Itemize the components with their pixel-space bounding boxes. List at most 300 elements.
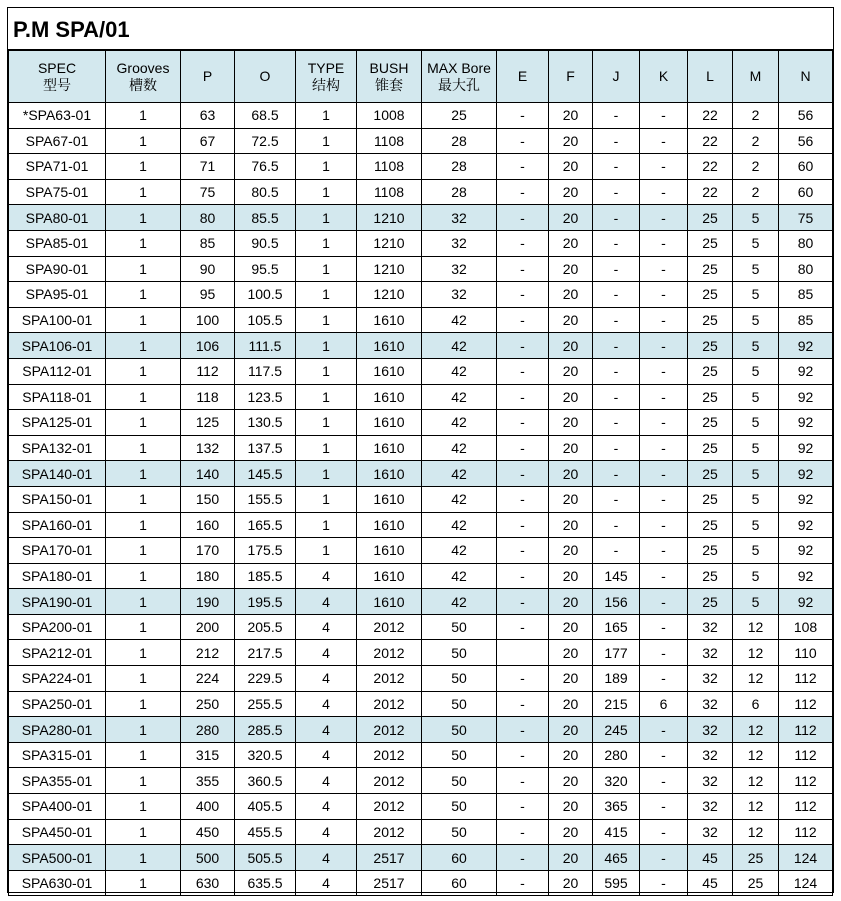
spec-cell: SPA212-01: [9, 640, 106, 666]
table-cell: -: [640, 768, 688, 794]
table-cell: 42: [422, 563, 497, 589]
table-cell: 22: [688, 103, 733, 129]
table-cell: 1: [296, 179, 357, 205]
spec-cell: SPA224-01: [9, 666, 106, 692]
spec-cell: SPA90-01: [9, 256, 106, 282]
table-cell: 1610: [357, 358, 422, 384]
table-cell: 110: [779, 640, 833, 666]
table-cell: 1108: [357, 128, 422, 154]
table-cell: 20: [549, 717, 593, 743]
table-cell: 42: [422, 461, 497, 487]
table-cell: 42: [422, 410, 497, 436]
table-cell: 95.5: [235, 256, 296, 282]
table-cell: 229.5: [235, 666, 296, 692]
table-cell: 1: [106, 538, 181, 564]
table-cell: -: [497, 666, 549, 692]
table-cell: 22: [688, 128, 733, 154]
table-cell: [497, 640, 549, 666]
table-cell: -: [593, 435, 640, 461]
table-cell: 60: [779, 179, 833, 205]
table-cell: 60: [422, 845, 497, 871]
table-cell: 32: [688, 691, 733, 717]
table-cell: 5: [733, 205, 779, 231]
table-cell: 2012: [357, 717, 422, 743]
table-cell: 1: [106, 845, 181, 871]
column-header-label: N: [800, 68, 811, 84]
table-cell: -: [593, 538, 640, 564]
table-cell: 32: [422, 256, 497, 282]
table-cell: 5: [733, 307, 779, 333]
table-cell: -: [640, 666, 688, 692]
table-cell: -: [497, 154, 549, 180]
table-cell: -: [593, 461, 640, 487]
table-row: [9, 640, 833, 666]
table-cell: 190: [181, 589, 235, 615]
table-cell: 5: [733, 538, 779, 564]
table-cell: 12: [733, 768, 779, 794]
spec-cell: SPA85-01: [9, 230, 106, 256]
table-cell: 1: [106, 819, 181, 845]
table-cell: 92: [779, 333, 833, 359]
table-row: [9, 512, 833, 538]
table-cell: 25: [422, 103, 497, 129]
table-cell: 95: [181, 282, 235, 308]
table-cell: 1: [296, 230, 357, 256]
table-cell: 12: [733, 819, 779, 845]
table-cell: 118: [181, 384, 235, 410]
table-cell: 2012: [357, 640, 422, 666]
table-cell: 2012: [357, 614, 422, 640]
table-cell: 137.5: [235, 435, 296, 461]
table-cell: -: [593, 384, 640, 410]
table-cell: 360.5: [235, 768, 296, 794]
table-row: [9, 666, 833, 692]
table-cell: 1: [106, 103, 181, 129]
table-cell: -: [593, 307, 640, 333]
table-cell: 28: [422, 179, 497, 205]
table-cell: -: [640, 589, 688, 615]
table-cell: 165: [593, 614, 640, 640]
table-cell: -: [640, 307, 688, 333]
table-cell: 12: [733, 614, 779, 640]
column-header-label: MAX Bore: [427, 59, 491, 76]
table-cell: 32: [688, 640, 733, 666]
table-cell: 1610: [357, 461, 422, 487]
spec-cell: SPA450-01: [9, 819, 106, 845]
table-cell: -: [497, 282, 549, 308]
column-header-label: E: [517, 68, 528, 84]
table-cell: 5: [733, 563, 779, 589]
table-cell: 4: [296, 768, 357, 794]
table-cell: -: [640, 640, 688, 666]
table-cell: 5: [733, 282, 779, 308]
table-cell: 405.5: [235, 794, 296, 820]
table-cell: 145: [593, 563, 640, 589]
table-cell: 124: [779, 845, 833, 871]
spec-cell: SPA95-01: [9, 282, 106, 308]
table-cell: 1: [296, 128, 357, 154]
table-cell: 1610: [357, 307, 422, 333]
table-cell: 80.5: [235, 179, 296, 205]
table-cell: 5: [733, 512, 779, 538]
table-cell: 1: [106, 486, 181, 512]
table-cell: 156: [593, 589, 640, 615]
table-cell: -: [497, 742, 549, 768]
table-row: [9, 256, 833, 282]
spec-cell: SPA71-01: [9, 154, 106, 180]
table-cell: 1: [106, 614, 181, 640]
table-cell: 20: [549, 589, 593, 615]
table-cell: 4: [296, 794, 357, 820]
table-cell: -: [497, 717, 549, 743]
table-cell: 2012: [357, 691, 422, 717]
table-row: [9, 614, 833, 640]
table-cell: 112: [779, 742, 833, 768]
table-cell: 2517: [357, 845, 422, 871]
table-cell: 245: [593, 717, 640, 743]
table-cell: 195.5: [235, 589, 296, 615]
table-cell: 1: [106, 666, 181, 692]
table-cell: 85.5: [235, 205, 296, 231]
column-header-label: SPEC: [37, 59, 77, 76]
column-header-n: [779, 51, 833, 103]
table-cell: 5: [733, 461, 779, 487]
table-row: [9, 845, 833, 871]
table-cell: 130.5: [235, 410, 296, 436]
table-cell: 6: [733, 691, 779, 717]
table-cell: -: [640, 410, 688, 436]
table-cell: 1: [106, 307, 181, 333]
table-cell: 500: [181, 845, 235, 871]
table-cell: 20: [549, 640, 593, 666]
table-cell: 5: [733, 333, 779, 359]
table-cell: -: [497, 307, 549, 333]
table-row: [9, 103, 833, 129]
table-cell: 4: [296, 614, 357, 640]
table-row: [9, 128, 833, 154]
table-cell: 1: [106, 128, 181, 154]
table-cell: -: [497, 461, 549, 487]
spec-cell: SPA118-01: [9, 384, 106, 410]
table-cell: -: [497, 691, 549, 717]
table-cell: 5: [733, 589, 779, 615]
table-cell: 25: [688, 461, 733, 487]
table-cell: 505.5: [235, 845, 296, 871]
table-cell: 112: [779, 691, 833, 717]
table-cell: 50: [422, 691, 497, 717]
spec-cell: SPA190-01: [9, 589, 106, 615]
table-cell: 2: [733, 128, 779, 154]
table-cell: 224: [181, 666, 235, 692]
table-row: [9, 717, 833, 743]
table-cell: 320: [593, 768, 640, 794]
table-cell: 50: [422, 614, 497, 640]
table-cell: 20: [549, 358, 593, 384]
table-cell: 1: [106, 794, 181, 820]
column-header-label: K: [658, 68, 669, 84]
table-cell: 123.5: [235, 384, 296, 410]
table-cell: 12: [733, 794, 779, 820]
table-cell: 1: [296, 103, 357, 129]
table-cell: 1: [106, 691, 181, 717]
table-cell: 75: [779, 205, 833, 231]
column-header-chinese-label: 最大孔: [438, 76, 480, 93]
table-cell: 85: [779, 307, 833, 333]
table-cell: 124: [779, 870, 833, 896]
column-header-max-bore: [422, 51, 497, 103]
table-cell: 125: [181, 410, 235, 436]
table-row: [9, 870, 833, 896]
table-cell: 1: [106, 870, 181, 896]
table-cell: -: [497, 103, 549, 129]
table-cell: 2012: [357, 794, 422, 820]
table-cell: 20: [549, 794, 593, 820]
table-cell: 1: [296, 256, 357, 282]
table-cell: 112: [181, 358, 235, 384]
table-cell: 1: [296, 410, 357, 436]
table-cell: 1: [296, 435, 357, 461]
table-cell: 2: [733, 103, 779, 129]
table-cell: 112: [779, 768, 833, 794]
table-cell: 42: [422, 486, 497, 512]
table-cell: 80: [779, 230, 833, 256]
table-row: [9, 538, 833, 564]
table-cell: 12: [733, 640, 779, 666]
table-cell: 20: [549, 410, 593, 436]
table-cell: 5: [733, 230, 779, 256]
table-cell: 25: [733, 845, 779, 871]
table-cell: 315: [181, 742, 235, 768]
table-cell: 25: [688, 384, 733, 410]
table-cell: 1: [106, 333, 181, 359]
spec-cell: SPA106-01: [9, 333, 106, 359]
table-cell: -: [640, 870, 688, 896]
table-cell: 1: [106, 768, 181, 794]
table-cell: -: [593, 512, 640, 538]
table-row: [9, 384, 833, 410]
table-cell: 1: [106, 230, 181, 256]
table-cell: 160: [181, 512, 235, 538]
table-cell: 1610: [357, 538, 422, 564]
column-header-e: [497, 51, 549, 103]
table-cell: 4: [296, 742, 357, 768]
table-cell: -: [593, 128, 640, 154]
column-header-f: [549, 51, 593, 103]
table-cell: 1610: [357, 486, 422, 512]
spec-cell: SPA400-01: [9, 794, 106, 820]
table-cell: 32: [688, 666, 733, 692]
table-cell: -: [640, 794, 688, 820]
table-cell: 1: [106, 640, 181, 666]
table-row: [9, 307, 833, 333]
table-cell: 112: [779, 794, 833, 820]
table-cell: 32: [688, 717, 733, 743]
table-cell: 595: [593, 870, 640, 896]
table-cell: 1610: [357, 384, 422, 410]
table-cell: 1610: [357, 333, 422, 359]
table-cell: 20: [549, 230, 593, 256]
table-cell: 12: [733, 666, 779, 692]
table-cell: -: [640, 230, 688, 256]
table-cell: 2: [733, 179, 779, 205]
table-cell: 132: [181, 435, 235, 461]
table-cell: 4: [296, 640, 357, 666]
table-cell: -: [640, 614, 688, 640]
table-row: [9, 282, 833, 308]
column-header-j: [593, 51, 640, 103]
table-cell: 4: [296, 717, 357, 743]
table-cell: 80: [779, 256, 833, 282]
table-cell: -: [593, 358, 640, 384]
table-cell: 1: [106, 179, 181, 205]
table-cell: 60: [779, 154, 833, 180]
table-cell: 45: [688, 870, 733, 896]
table-cell: 20: [549, 512, 593, 538]
table-cell: 92: [779, 435, 833, 461]
column-header-chinese-label: 结构: [312, 76, 340, 93]
table-cell: -: [497, 333, 549, 359]
table-row: [9, 461, 833, 487]
table-cell: -: [640, 179, 688, 205]
table-cell: 20: [549, 333, 593, 359]
table-cell: 465: [593, 845, 640, 871]
spec-sheet: [7, 7, 834, 893]
table-cell: 155.5: [235, 486, 296, 512]
table-cell: 117.5: [235, 358, 296, 384]
table-cell: 20: [549, 768, 593, 794]
spec-cell: SPA100-01: [9, 307, 106, 333]
spec-cell: SPA315-01: [9, 742, 106, 768]
table-cell: 80: [181, 205, 235, 231]
table-cell: 1: [296, 307, 357, 333]
column-header-spec: [9, 51, 106, 103]
spec-cell: SPA280-01: [9, 717, 106, 743]
table-cell: 1: [106, 742, 181, 768]
table-cell: 25: [688, 230, 733, 256]
table-cell: 5: [733, 256, 779, 282]
table-cell: 1210: [357, 256, 422, 282]
table-cell: 32: [422, 230, 497, 256]
table-cell: 20: [549, 486, 593, 512]
table-cell: 32: [688, 614, 733, 640]
table-cell: 1: [296, 512, 357, 538]
table-cell: 455.5: [235, 819, 296, 845]
table-cell: 2: [733, 154, 779, 180]
table-cell: -: [497, 486, 549, 512]
table-cell: 20: [549, 103, 593, 129]
table-cell: 280: [593, 742, 640, 768]
table-cell: 1008: [357, 103, 422, 129]
table-cell: 25: [688, 512, 733, 538]
table-cell: 28: [422, 154, 497, 180]
table-cell: 212: [181, 640, 235, 666]
table-cell: 92: [779, 563, 833, 589]
table-cell: 145.5: [235, 461, 296, 487]
table-cell: 67: [181, 128, 235, 154]
table-cell: 106: [181, 333, 235, 359]
table-cell: 1: [106, 358, 181, 384]
table-cell: 45: [688, 845, 733, 871]
table-cell: -: [640, 486, 688, 512]
table-cell: 1108: [357, 179, 422, 205]
table-cell: 1: [106, 154, 181, 180]
table-cell: 92: [779, 358, 833, 384]
table-cell: -: [640, 819, 688, 845]
table-cell: 100: [181, 307, 235, 333]
table-cell: 32: [422, 282, 497, 308]
table-cell: 20: [549, 845, 593, 871]
table-cell: 1610: [357, 410, 422, 436]
table-cell: 20: [549, 819, 593, 845]
table-cell: 42: [422, 307, 497, 333]
table-cell: 5: [733, 486, 779, 512]
table-cell: -: [640, 154, 688, 180]
table-cell: 20: [549, 538, 593, 564]
table-cell: 355: [181, 768, 235, 794]
table-cell: 1210: [357, 282, 422, 308]
table-cell: 90: [181, 256, 235, 282]
spec-table: [8, 50, 833, 896]
table-cell: -: [497, 128, 549, 154]
table-cell: 635.5: [235, 870, 296, 896]
table-row: [9, 154, 833, 180]
table-cell: 20: [549, 435, 593, 461]
spec-cell: SPA140-01: [9, 461, 106, 487]
table-cell: -: [497, 589, 549, 615]
table-cell: 1610: [357, 563, 422, 589]
table-cell: 71: [181, 154, 235, 180]
table-cell: 63: [181, 103, 235, 129]
table-cell: -: [640, 205, 688, 231]
page-title: P.M SPA/01: [8, 8, 833, 50]
table-cell: 1: [106, 461, 181, 487]
table-row: [9, 742, 833, 768]
table-cell: -: [497, 230, 549, 256]
table-cell: 20: [549, 154, 593, 180]
table-cell: 400: [181, 794, 235, 820]
table-cell: 25: [733, 870, 779, 896]
table-cell: 32: [688, 794, 733, 820]
column-header-label: J: [612, 68, 620, 84]
table-row: [9, 486, 833, 512]
spec-cell: SPA80-01: [9, 205, 106, 231]
table-cell: 90.5: [235, 230, 296, 256]
table-cell: 50: [422, 666, 497, 692]
column-header-type: [296, 51, 357, 103]
table-cell: 22: [688, 179, 733, 205]
table-cell: 1: [296, 486, 357, 512]
table-cell: -: [497, 768, 549, 794]
table-cell: -: [497, 614, 549, 640]
table-row: [9, 358, 833, 384]
table-cell: 75: [181, 179, 235, 205]
table-cell: 42: [422, 384, 497, 410]
table-cell: 4: [296, 666, 357, 692]
table-cell: 1108: [357, 154, 422, 180]
table-cell: -: [593, 410, 640, 436]
table-cell: 25: [688, 307, 733, 333]
table-cell: 50: [422, 742, 497, 768]
table-row: [9, 230, 833, 256]
table-cell: 1: [296, 358, 357, 384]
table-cell: 5: [733, 358, 779, 384]
table-cell: 25: [688, 333, 733, 359]
table-cell: 12: [733, 742, 779, 768]
table-cell: -: [497, 512, 549, 538]
table-cell: -: [640, 717, 688, 743]
table-cell: 76.5: [235, 154, 296, 180]
column-header-l: [688, 51, 733, 103]
